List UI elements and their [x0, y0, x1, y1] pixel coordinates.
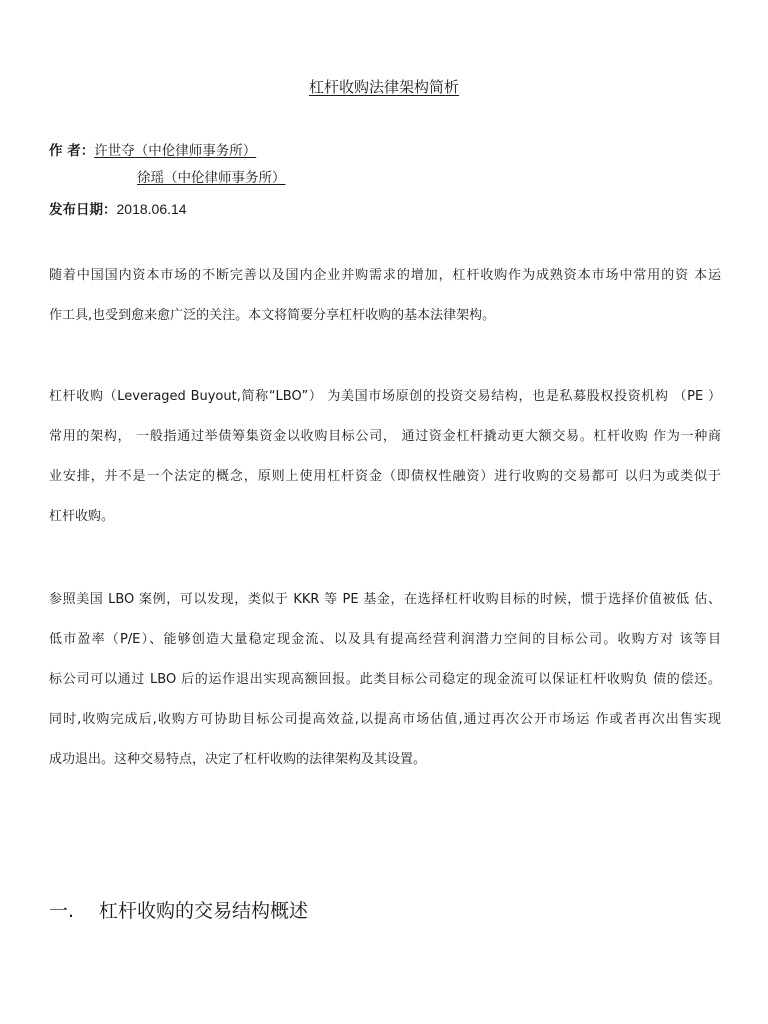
paragraph-2 [49, 377, 721, 537]
paragraph-line: 杠杆收购（Leveraged Buyout,简称“LBO”） 为美国市场原创的投资交易结构，也是私募股权投资机构 （PE ） [49, 389, 721, 404]
paragraph-line: 标公司可以通过 LBO 后的运作退出实现高额回报。此类目标公司稳定的现金流可以保证杠杆收购负 债的偿还。 [49, 672, 721, 687]
paragraph-line: 杠杆收购。 [49, 509, 115, 524]
author-line-2 [137, 166, 286, 186]
date-label: 发布日期： [49, 202, 117, 218]
document-title: 杠杆收购法律架构简析 [308, 78, 459, 96]
paragraph-line: 作工具,也受到愈来愈广泛的关注。本文将简要分享杠杆收购的基本法律架构。 [49, 308, 496, 323]
paragraph-line: 同时,收购完成后,收购方可协助目标公司提高效益,以提高市场估值,通过再次公开市场运 作或者再次出售实现 [49, 712, 721, 727]
author-line-1 [49, 139, 256, 159]
paragraph-line: 随着中国国内资本市场的不断完善以及国内企业并购需求的增加，杠杆收购作为成熟资本市场中常用的资 本运 [49, 268, 721, 283]
section-heading [49, 896, 308, 923]
paragraph-3 [49, 580, 721, 780]
date-value: 2018.06.14 [116, 201, 187, 217]
paragraph-line: 成功退出。这种交易特点，决定了杠杆收购的法律架构及其设置。 [49, 752, 427, 767]
author-affiliation-2[interactable]: （中伦律师事务所） [164, 170, 286, 186]
author-affiliation-1[interactable]: （中伦律师事务所） [134, 143, 257, 159]
section-number: 一. [49, 900, 75, 922]
paragraph-line: 低市盈率（P/E）、能够创造大量稳定现金流、以及具有提高经营利润潜力空间的目标公司。收购方对 该等目 [49, 632, 721, 647]
section-title: 杠杆收购的交易结构概述 [99, 900, 309, 922]
paragraph-1 [49, 256, 721, 336]
author-name-1[interactable]: 许世夺 [94, 143, 135, 159]
paragraph-line: 业安排，并不是一个法定的概念，原则上使用杠杆资金（即债权性融资）进行收购的交易都可 以归为或类似于 [49, 469, 721, 484]
paragraph-line: 参照美国 LBO 案例，可以发现，类似于 KKR 等 PE 基金，在选择杠杆收购目标的时候，惯于选择价值被低 估、 [49, 592, 721, 607]
paragraph-line: 常用的架构， 一般指通过举债筹集资金以收购目标公司， 通过资金杠杆撬动更大额交易。杠杆收购 作为一种商 [49, 429, 721, 444]
publish-date-line [49, 198, 187, 218]
author-name-2[interactable]: 徐瑶 [137, 170, 164, 186]
author-label: 作 者： [49, 143, 95, 159]
